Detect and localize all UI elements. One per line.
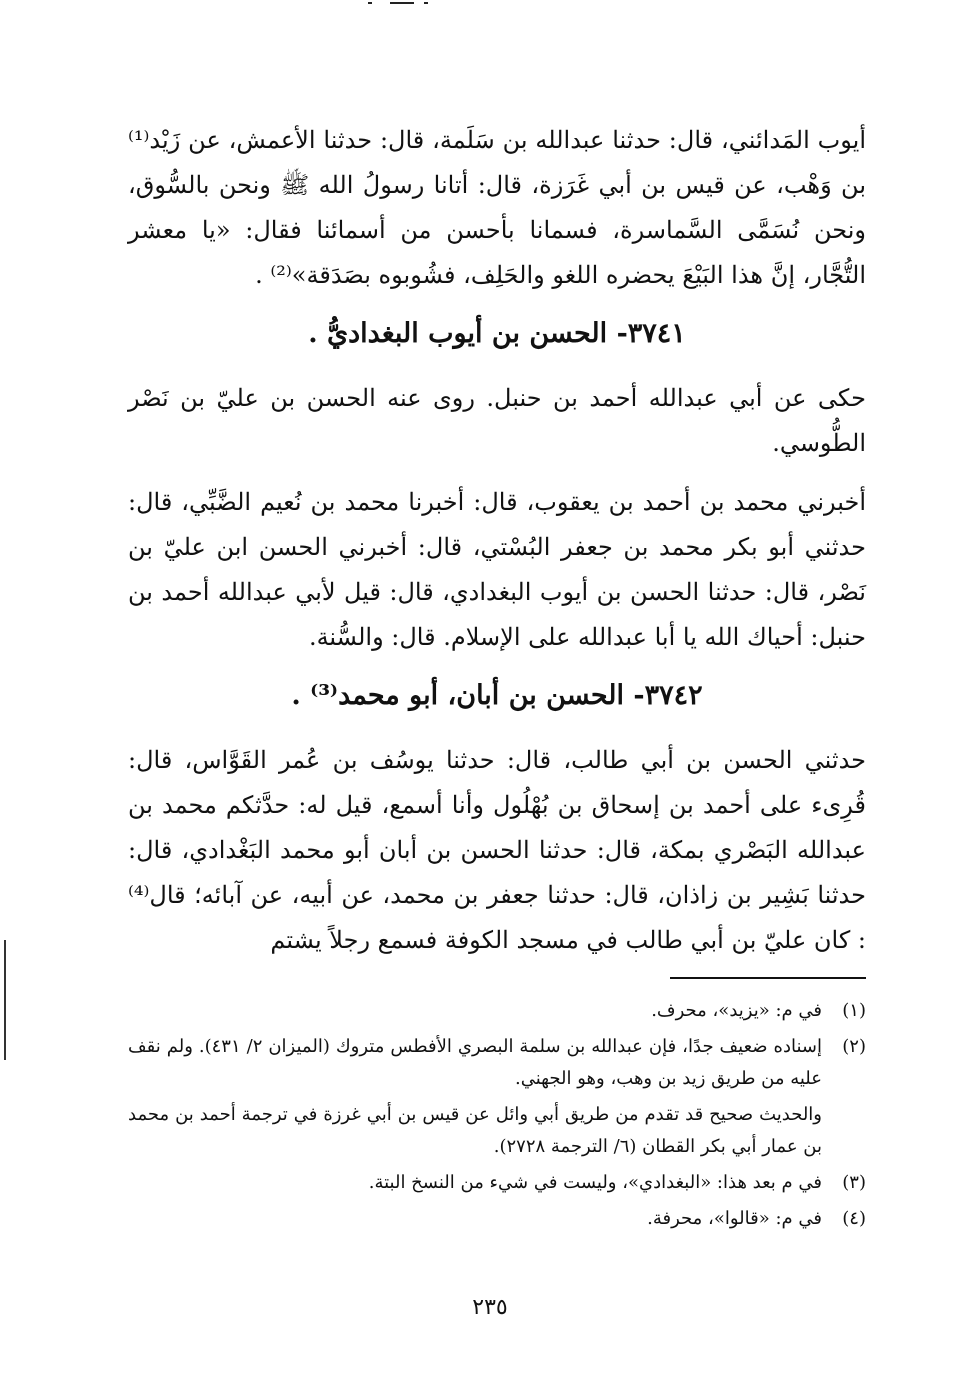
footnote-2-continuation: والحديث صحيح قد تقدم من طريق أبي وائل عن قيس بن أبي غرزة في ترجمة أحمد بن محمد بن عمار أبي بكر القطان (٦/ الترجمة ٢٧٢٨). [128, 1104, 823, 1157]
footnote-number: (٣) [842, 1172, 866, 1193]
footnote-1 [128, 995, 866, 1027]
paragraph-2: حكى عن أبي عبدالله أحمد بن حنبل. روى عنه الحسن بن عليّ بن نَصْر الطُّوسي. [128, 384, 866, 457]
footnote-text: إسناده ضعيف جدًا، فإن عبدالله بن سلمة البصري الأفطس متروك (الميزان ٢/ ٤٣١). ولم نقف عليه من طريق زيد بن وهب، وهو الجهني. [128, 1036, 823, 1089]
scan-top-marks [360, 0, 480, 10]
footnote-text: في م: «قالوا»، محرفة. [647, 1208, 822, 1229]
paragraph-1: أيوب المَدائني، قال: حدثنا عبدالله بن سَلَمة، قال: حدثنا الأعمش، عن زَيْد⁽¹⁾ بن وَهْب، عن قيس بن أبي غَرَزة، قال: أتانا رسولُ الله ﷺ ونحن بالسُّوق، ونحن نُسَمَّى السَّماسرة، فسمانا بأحسن من أسمائنا فقال: «يا معشر التُّجَّار، إنَّ هذا البَيْعَ يحضره اللغو والحَلِف، فشُوبوه بصَدَقة»⁽²⁾ . [128, 126, 866, 289]
footnote-number: (١) [842, 1000, 866, 1021]
page-number: ٢٣٥ [472, 1295, 508, 1320]
footnote-number: (٤) [842, 1208, 866, 1229]
paragraph-4: حدثني الحسن بن أبي طالب، قال: حدثنا يوسُف بن عُمر القَوَّاس، قال: قُرِىء على أحمد بن إسحاق بن بُهْلُول وأنا أسمع، قيل له: حدَّثكم محمد بن عبدالله البَصْري بمكة، قال: حدثنا الحسن بن أبان أبو محمد البَغْدادي، قال: حدثنا بَشِير بن زاذان، قال: حدثنا جعفر بن محمد، عن أبيه، عن آبائه؛ قال⁽⁴⁾ : كان عليّ بن أبي طالب في مسجد الكوفة فسمع رجلاً يشتم [128, 746, 867, 954]
footnote-3 [128, 1167, 866, 1199]
paragraph-3: أخبرني محمد بن أحمد بن يعقوب، قال: أخبرنا محمد بن نُعيم الضَّبِّي، قال: حدثني أبو بكر محمد بن جعفر البُسْتي، قال: أخبرني الحسن ابن عليّ بن نَصْر، قال: حدثنا الحسن بن أيوب البغدادي، قال: قيل لأبي عبدالله أحمد بن حنبل: أحياك الله يا أبا عبدالله على الإسلام. قال: والسُّنة. [128, 488, 866, 651]
page-body [128, 118, 866, 1239]
footnote-2 [128, 1031, 866, 1095]
entry-heading-3741: ٣٧٤١- الحسن بن أيوب البغداديُّ . [308, 318, 686, 349]
entry-heading-3742: ٣٧٤٢- الحسن بن أبان، أبو محمد⁽³⁾ . [291, 680, 703, 711]
footnote-text: في م بعد هذا: «البغدادي»، وليست في شيء من النسخ البتة. [368, 1172, 822, 1193]
scan-left-edge-mark [4, 940, 6, 1060]
footnote-4 [128, 1203, 866, 1235]
footnote-number: (٢) [842, 1036, 866, 1057]
footnote-divider [670, 977, 866, 979]
footnotes [128, 995, 866, 1235]
footnote-text: في م: «يزيد»، محرف. [651, 1000, 822, 1021]
